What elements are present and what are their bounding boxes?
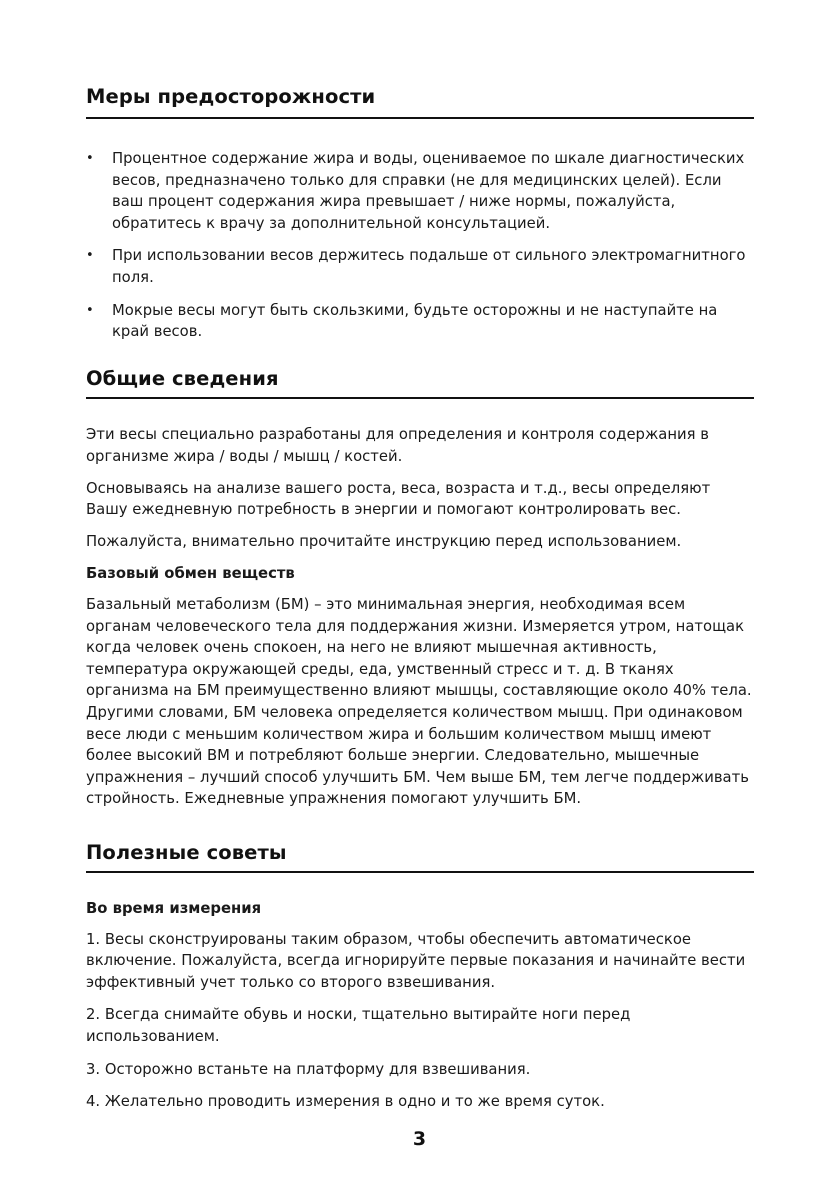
paragraph: Пожалуйста, внимательно прочитайте инструкцию перед использованием. xyxy=(86,533,682,551)
measurement-subheading: Во время измерения xyxy=(86,900,262,917)
bm-subheading: Базовый обмен веществ xyxy=(86,565,295,583)
tips-divider xyxy=(86,871,754,873)
list-item: • Мокрые весы могут быть скользкими, будьте осторожны и не наступайте на край весов. xyxy=(86,300,754,343)
precautions-divider xyxy=(86,117,754,119)
list-item: • При использовании весов держитесь подальше от сильного электромагнитного поля. xyxy=(86,245,754,288)
precautions-heading: Меры предосторожности xyxy=(86,85,376,108)
precautions-list xyxy=(86,148,754,354)
general-heading: Общие сведения xyxy=(86,367,279,390)
tip-item: 3. Осторожно встаньте на платформу для взвешивания. xyxy=(86,1060,531,1078)
page-number: 3 xyxy=(412,1128,427,1150)
tip-item: 1. Весы сконструированы таким образом, чтобы обеспечить автоматическое включение. Пожалуйста, всегда игнорируйте первые показания и начинайте вести эффективный учет только со второго взвешивания. xyxy=(86,930,746,991)
bm-paragraph: Базальный метаболизм (БМ) – это минимальная энергия, необходимая всем органам человеческого тела для поддержания жизни. Измеряется утром, натощак когда человек очень спокоен, на него не влияют мышечная активность, температура окружающей среды, еда, умственный стресс и т. д. В тканях организма на БМ преимущественно влияют мышцы, составляющие около 40% тела. Другими словами, БМ человека определяется количеством мышц. При одинаковом весе люди с меньшим количеством жира и большим количеством мышц имеют более высокий ВМ и потребляют больше энергии. Следовательно, мышечные упражнения – лучший способ улучшить БМ. Чем выше БМ, тем легче поддерживать стройность. Ежедневные упражнения помогают улучшить БМ. xyxy=(86,596,752,808)
general-divider xyxy=(86,397,754,399)
tips-content xyxy=(86,898,754,1124)
general-content xyxy=(86,424,754,821)
tips-heading: Полезные советы xyxy=(86,841,287,864)
paragraph: Эти весы специально разработаны для определения и контроля содержания в организме жира / воды / мышц / костей. xyxy=(86,426,709,465)
list-item: • Процентное содержание жира и воды, оцениваемое по шкале диагностических весов, предназначено только для справки (не для медицинских целей). Если ваш процент содержания жира превышает / ниже нормы, пожалуйста, обратитесь к врачу за дополнительной консультацией. xyxy=(86,148,754,234)
paragraph: Основываясь на анализе вашего роста, веса, возраста и т.д., весы определяют Вашу ежедневную потребность в энергии и помогают контролировать вес. xyxy=(86,479,711,519)
tip-item: 2. Всегда снимайте обувь и носки, тщательно вытирайте ноги перед использованием. xyxy=(86,1006,631,1045)
tip-item: 4. Желательно проводить измерения в одно и то же время суток. xyxy=(86,1093,605,1111)
